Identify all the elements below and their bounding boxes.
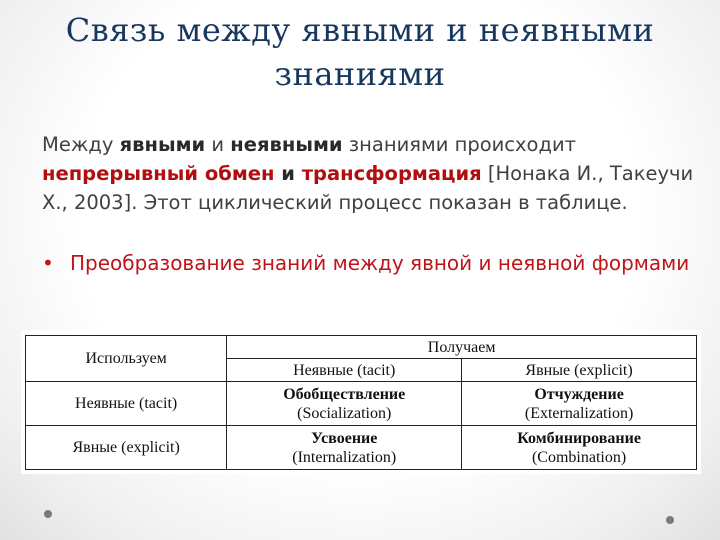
internalization-ru: Усвоение xyxy=(311,429,378,447)
bullet-symbol: • xyxy=(42,251,54,275)
header-use: Используем xyxy=(26,336,227,382)
paragraph-part-3: знаниями происходит xyxy=(342,133,577,156)
cell-internalization xyxy=(227,426,462,470)
slide-title-line-2: знаниями xyxy=(274,55,446,93)
subheader-explicit: Явные (explicit) xyxy=(462,359,697,382)
combination-en: (Combination) xyxy=(531,448,627,466)
slide-title xyxy=(0,8,720,96)
socialization-en: (Socialization) xyxy=(297,404,392,422)
row-label-tacit: Неявные (tacit) xyxy=(26,382,227,426)
cell-socialization xyxy=(227,382,462,426)
row-label-explicit: Явные (explicit) xyxy=(26,426,227,470)
slide-title-line-1: Связь между явными и неявными xyxy=(65,11,655,49)
table-header-row xyxy=(26,336,697,359)
term-implicit: неявными xyxy=(230,133,343,156)
term-explicit: явными xyxy=(119,133,206,156)
paragraph-part-5: [Нонака И., Такеучи Х., 2003]. Этот циклический процесс показан в таблице. xyxy=(42,162,694,214)
bullet-text: Преобразование знаний между явной и неявной формами xyxy=(70,251,690,275)
paragraph-part-2: и xyxy=(205,133,231,156)
paragraph-part-1: Между xyxy=(42,133,120,156)
combination-ru: Комбинирование xyxy=(517,429,641,447)
term-continuous-exchange: непрерывный обмен xyxy=(42,162,275,185)
bullet-item xyxy=(42,248,702,278)
decorative-dot-right xyxy=(666,516,674,524)
knowledge-conversion-table xyxy=(25,335,697,470)
table-row xyxy=(26,382,697,426)
intro-paragraph xyxy=(42,130,702,217)
term-transformation: трансформация xyxy=(301,162,482,185)
externalization-en: (Externalization) xyxy=(524,404,634,422)
socialization-ru: Обобществление xyxy=(283,385,406,403)
paragraph-part-4: и xyxy=(274,162,302,185)
header-get: Получаем xyxy=(227,336,697,359)
subheader-tacit: Неявные (tacit) xyxy=(227,359,462,382)
cell-externalization xyxy=(462,382,697,426)
knowledge-conversion-table-wrap xyxy=(21,330,701,474)
cell-combination xyxy=(462,426,697,470)
decorative-dot-left xyxy=(44,510,52,518)
externalization-ru: Отчуждение xyxy=(534,385,624,403)
table-row xyxy=(26,426,697,470)
internalization-en: (Internalization) xyxy=(292,448,397,466)
